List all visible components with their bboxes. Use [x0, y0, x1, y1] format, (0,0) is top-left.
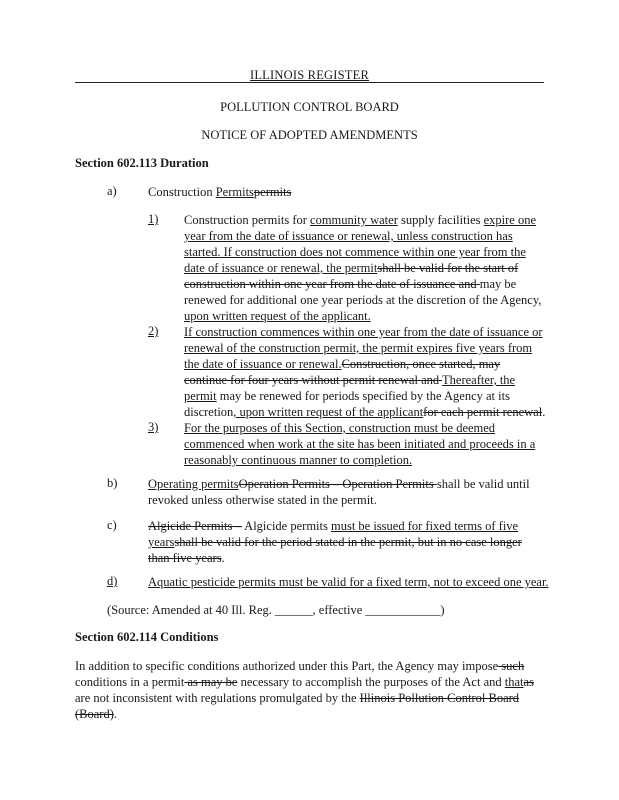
section-114-text: In addition to specific conditions authorized under this Part, the Agency may impose such conditions in a permit as may be necessary to accomplish the purposes of the Act and thatas are not inconsistent with regulations promulgated by the Illinois Pollution Control Board (Board).	[75, 659, 534, 721]
header-rule	[75, 82, 544, 83]
section-114-heading: Section 602.114 Conditions	[75, 630, 219, 644]
item-a3-text: For the purposes of this Section, construction must be deemed commenced when work at the site has been initiated and proceeds in a reasonably continuous manner to completion.	[184, 421, 536, 467]
item-c-text: Algicide Permits – Algicide permits must be issued for fixed terms of five yearsshall be valid for the period stated in the permit, but in no case longer than five years.	[148, 519, 522, 565]
item-d-text: Aquatic pesticide permits must be valid for a fixed term, not to exceed one year.	[148, 575, 549, 589]
item-a-title: Construction Permitspermits	[148, 185, 292, 199]
item-a3-marker: 3)	[148, 420, 159, 434]
item-b-marker: b)	[107, 476, 118, 490]
item-d-marker: d)	[107, 574, 118, 588]
item-a2-text: If construction commences within one year from the date of issuance or renewal of the construction permit, the permit expires five years from the date of issuance or renewal.Construction, once started, may continue for four years without permit renewal and Thereafter, the permit may be renewed for periods specified by the Agency at its discretion, upon written request of the applicantfor each permit renewal.	[184, 325, 546, 419]
board-title: POLLUTION CONTROL BOARD	[220, 100, 399, 114]
item-c-marker: c)	[107, 518, 117, 532]
notice-title: NOTICE OF ADOPTED AMENDMENTS	[201, 128, 418, 142]
item-a1-marker: 1)	[148, 212, 159, 226]
item-a-marker: a)	[107, 184, 117, 198]
section-113-heading: Section 602.113 Duration	[75, 156, 209, 170]
source-note: (Source: Amended at 40 Ill. Reg. ______, effective ____________)	[107, 603, 445, 617]
item-b-text: Operating permitsOperation Permits – Operation Permits shall be valid until revoked unless otherwise stated in the permit.	[148, 477, 530, 507]
register-title: ILLINOIS REGISTER	[249, 68, 369, 82]
item-a2-marker: 2)	[148, 324, 159, 338]
item-a1-text: Construction permits for community water supply facilities expire one year from the date of issuance or renewal, unless construction has started. If construction does not commence within one year from the date of issuance or renewal, the permitshall be valid for the start of construction within one year from the date of issuance and may be renewed for additional one year periods at the discretion of the Agency, upon written request of the applicant.	[184, 213, 542, 323]
